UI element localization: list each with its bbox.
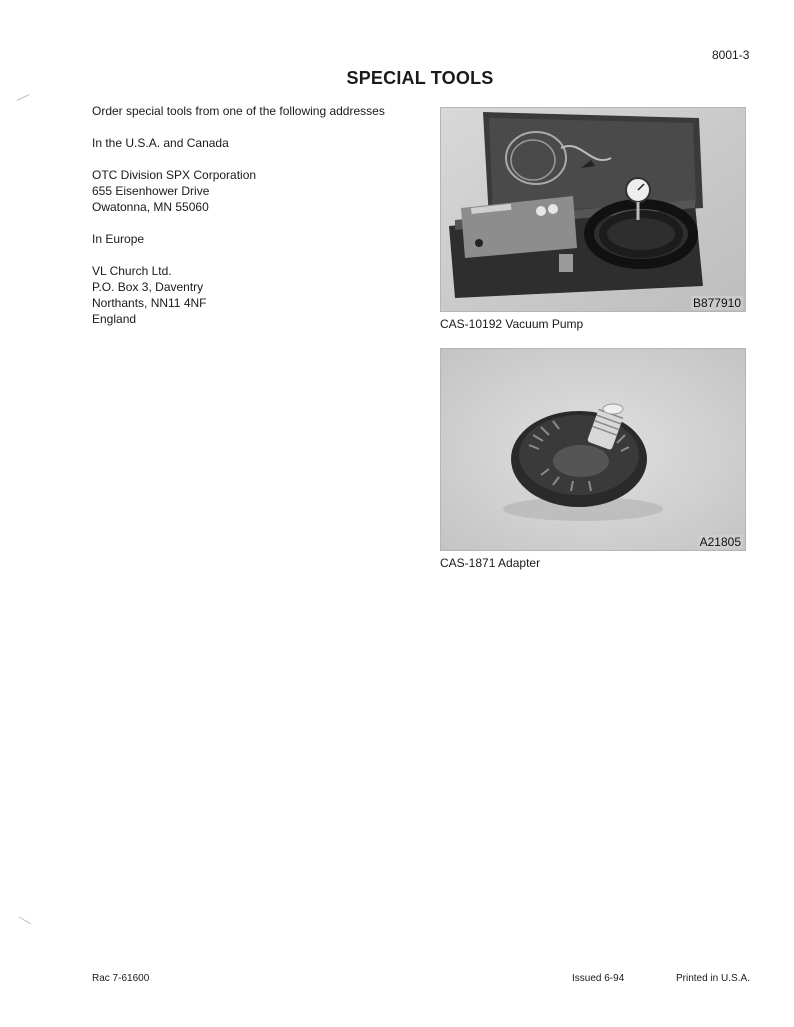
scan-mark [19, 917, 32, 925]
region-heading: In the U.S.A. and Canada [92, 136, 229, 150]
footer-printed: Printed in U.S.A. [676, 973, 750, 984]
adapter-illustration [441, 349, 745, 550]
vacuum-pump-photo [440, 107, 746, 312]
intro-text: Order special tools from one of the following addresses [92, 104, 385, 118]
scan-mark [16, 94, 29, 101]
address-column [92, 103, 412, 343]
footer-issued: Issued 6-94 [572, 973, 625, 984]
address-line: England [92, 312, 137, 326]
adapter-photo [440, 348, 746, 551]
page-title: SPECIAL TOOLS [346, 68, 494, 88]
figure-code: B877910 [692, 296, 741, 310]
address-line: Owatonna, MN 55060 [92, 200, 209, 214]
address-line: P.O. Box 3, Daventry [92, 280, 204, 294]
figure-caption: CAS-1871 Adapter [440, 556, 541, 570]
vacuum-pump-illustration [441, 108, 745, 311]
address-line: 655 Eisenhower Drive [92, 184, 210, 198]
figure-code: A21805 [699, 535, 741, 549]
address-block [92, 263, 412, 327]
address-line: Northants, NN11 4NF [92, 296, 207, 310]
address-block [92, 167, 412, 215]
page-number: 8001-3 [712, 48, 750, 62]
address-line: OTC Division SPX Corporation [92, 168, 257, 182]
region-heading: In Europe [92, 232, 145, 246]
footer-document-number: Rac 7-61600 [92, 973, 150, 984]
address-line: VL Church Ltd. [92, 264, 172, 278]
figure-caption: CAS-10192 Vacuum Pump [440, 317, 584, 331]
